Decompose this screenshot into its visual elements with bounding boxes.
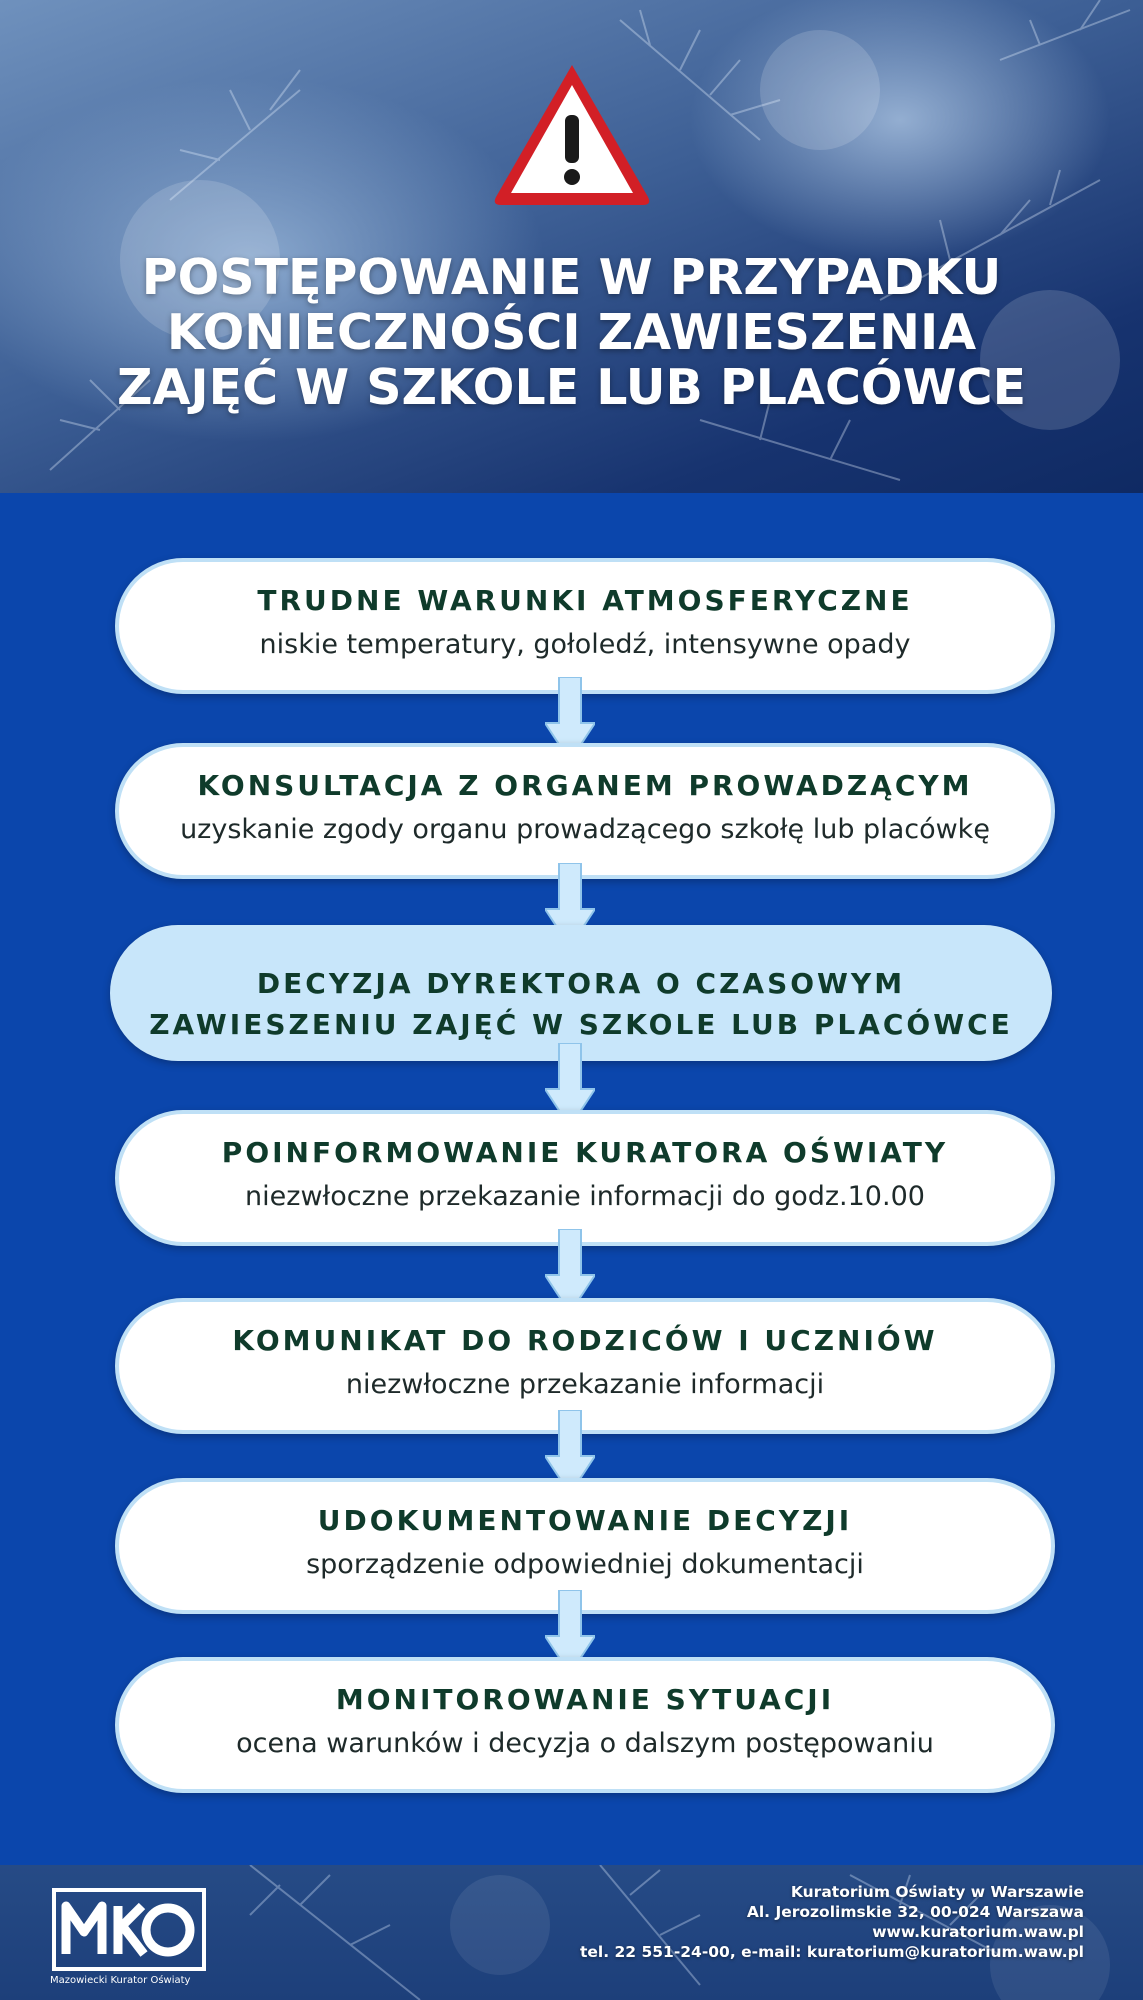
page-title: [60, 250, 1083, 415]
logo-caption: Mazowiecki Kurator Oświaty: [50, 1975, 191, 1986]
mko-logo: [52, 1888, 206, 1971]
step-description: uzyskanie zgody organu prowadzącego szkołę lub placówkę: [180, 814, 990, 845]
step-description: niezwłoczne przekazanie informacji do godz.10.00: [245, 1181, 925, 1212]
step-title: KOMUNIKAT DO RODZICÓW I UCZNIÓW: [232, 1324, 938, 1357]
step-description: ocena warunków i decyzja o dalszym postępowaniu: [236, 1728, 934, 1759]
footer: [0, 1865, 1143, 2000]
step-monitoring: [115, 1657, 1055, 1793]
title-line-2: KONIECZNOŚCI ZAWIESZENIA: [166, 304, 977, 361]
step-weather-conditions: [115, 558, 1055, 694]
step-inform-curator: [115, 1110, 1055, 1246]
title-line-3: ZAJĘĆ W SZKOLE LUB PLACÓWCE: [116, 359, 1027, 416]
step-title: MONITOROWANIE SYTUACJI: [335, 1683, 835, 1716]
step-title: POINFORMOWANIE KURATORA OŚWIATY: [221, 1136, 949, 1169]
step-title: KONSULTACJA Z ORGANEM PROWADZĄCYM: [197, 769, 973, 802]
step-title: UDOKUMENTOWANIE DECYZJI: [317, 1504, 853, 1537]
step-title-line-2: ZAWIESZENIU ZAJĘĆ W SZKOLE LUB PLACÓWCE: [149, 1008, 1013, 1041]
warning-icon: [488, 57, 656, 209]
step-title: [114, 963, 1048, 1045]
contact-website-link[interactable]: www.kuratorium.waw.pl: [872, 1923, 1084, 1941]
step-title-line-1: DECYZJA DYREKTORA O CZASOWYM: [256, 967, 906, 1000]
header-banner: [0, 0, 1143, 493]
step-consultation: [115, 743, 1055, 879]
contact-institution: Kuratorium Oświaty w Warszawie: [790, 1883, 1084, 1901]
contact-phone-email[interactable]: tel. 22 551-24-00, e-mail: kuratorium@kuratorium.waw.pl: [580, 1943, 1084, 1961]
step-description: niezwłoczne przekazanie informacji: [345, 1369, 825, 1400]
title-line-1: POSTĘPOWANIE W PRZYPADKU: [141, 249, 1002, 306]
step-description: niskie temperatury, gołoledź, intensywne opady: [259, 629, 911, 660]
contact-info: [580, 1882, 1084, 1962]
step-director-decision: [110, 925, 1052, 1061]
procedure-flow: [0, 493, 1143, 1865]
step-description: sporządzenie odpowiedniej dokumentacji: [306, 1549, 864, 1580]
contact-address: Al. Jerozolimskie 32, 00-024 Warszawa: [746, 1903, 1084, 1921]
step-title: TRUDNE WARUNKI ATMOSFERYCZNE: [257, 584, 913, 617]
